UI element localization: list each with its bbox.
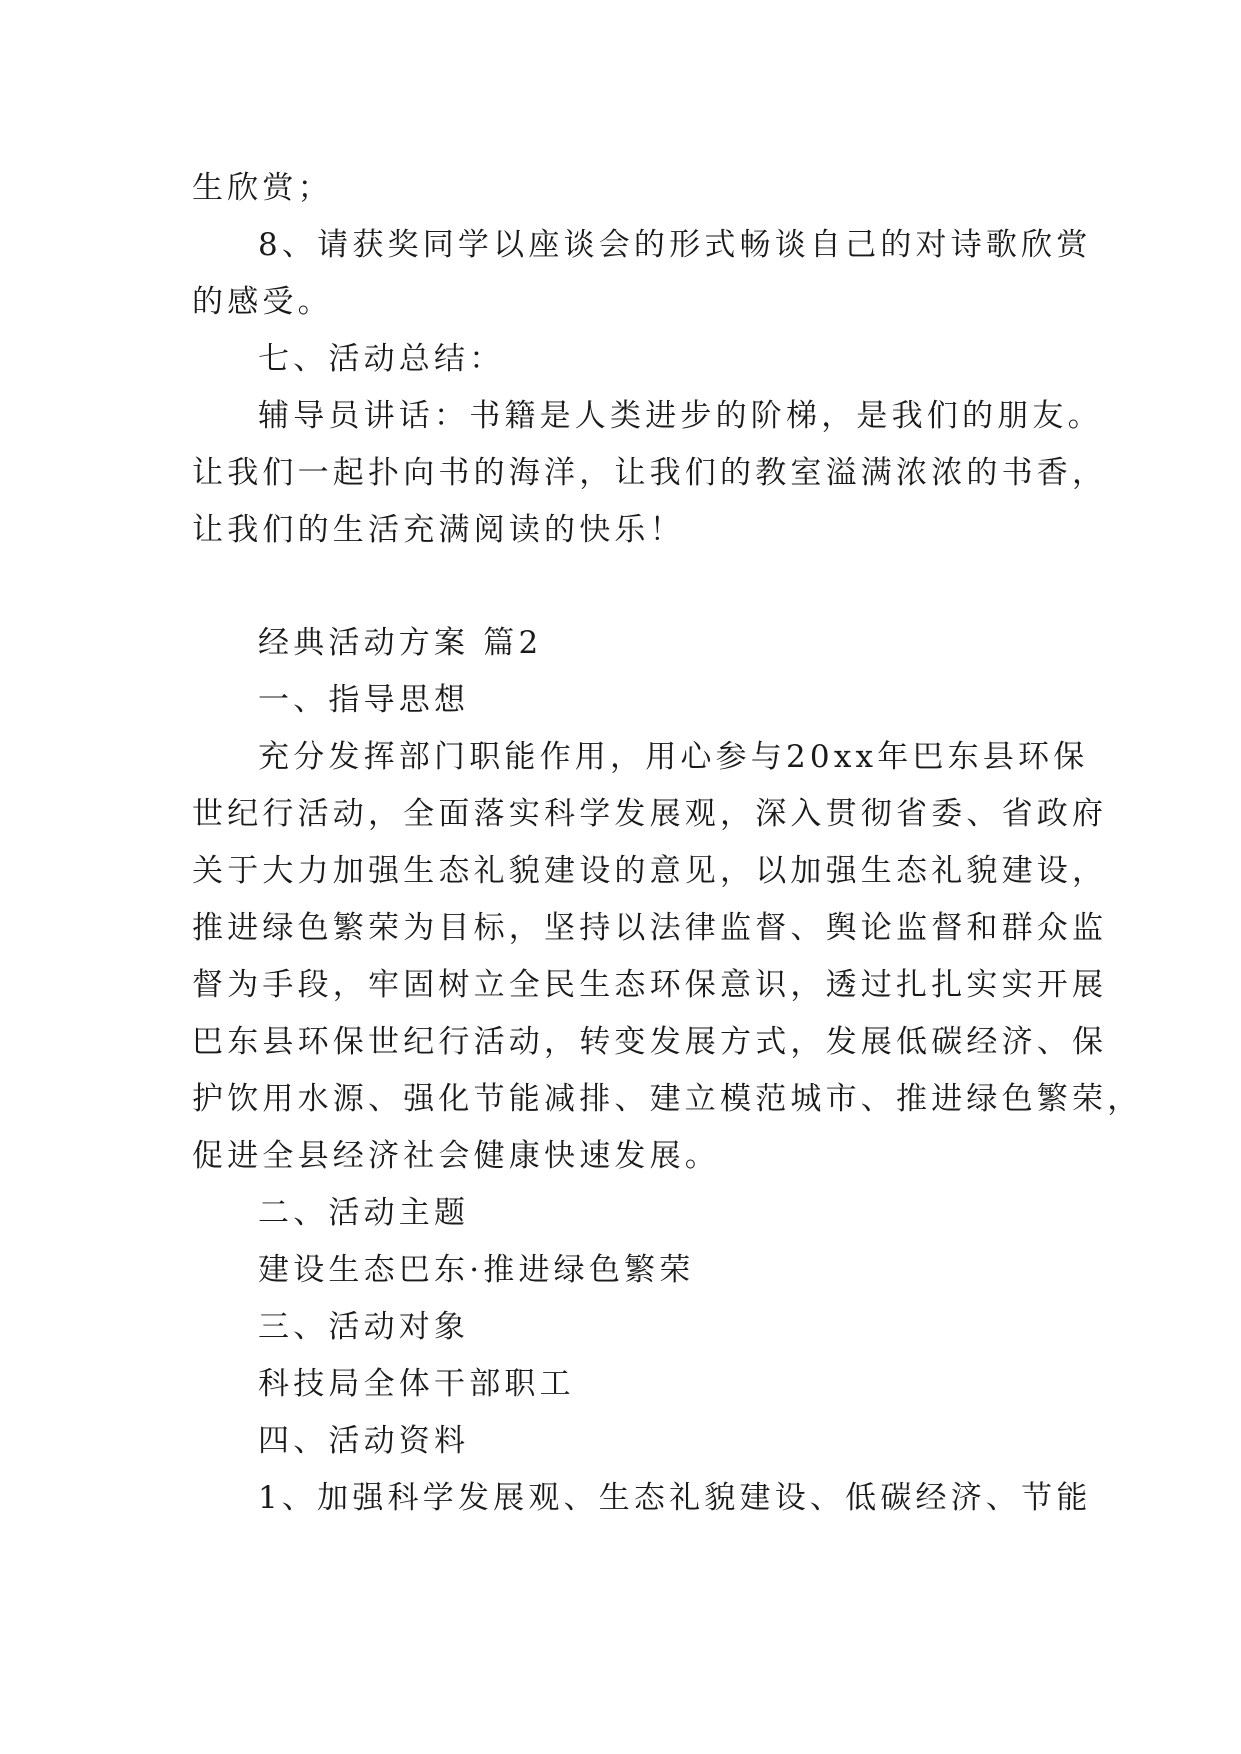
text-line-13: 推进绿色繁荣为目标，坚持以法律监督、舆论监督和群众监 bbox=[192, 910, 1108, 946]
text-line-5: 辅导员讲话：书籍是人类进步的阶梯，是我们的朋友。 bbox=[258, 398, 1103, 434]
text-line-3: 的感受。 bbox=[192, 284, 333, 320]
document-subtitle: 经典活动方案 篇2 bbox=[258, 625, 543, 661]
text-line-23: 1、加强科学发展观、生态礼貌建设、低碳经济、节能 bbox=[258, 1480, 1092, 1516]
text-line-14: 督为手段，牢固树立全民生态环保意识，透过扎扎实实开展 bbox=[192, 967, 1108, 1003]
text-line-16: 护饮用水源、强化节能减排、建立模范城市、推进绿色繁荣， bbox=[192, 1081, 1143, 1117]
section-heading-guiding-thought: 一、指导思想 bbox=[258, 682, 470, 718]
text-line-7: 让我们的生活充满阅读的快乐！ bbox=[192, 512, 685, 548]
text-line-6: 让我们一起扑向书的海洋，让我们的教室溢满浓浓的书香， bbox=[192, 455, 1108, 491]
section-heading-participants: 三、活动对象 bbox=[258, 1309, 470, 1345]
text-line-12: 关于大力加强生态礼貌建设的意见，以加强生态礼貌建设， bbox=[192, 853, 1108, 889]
text-line-2: 8、请获奖同学以座谈会的形式畅谈自己的对诗歌欣赏 bbox=[258, 227, 1092, 263]
text-line-1: 生欣赏； bbox=[192, 170, 333, 206]
section-heading-summary: 七、活动总结： bbox=[258, 341, 505, 377]
section-heading-theme: 二、活动主题 bbox=[258, 1195, 470, 1231]
text-line-19: 建设生态巴东·推进绿色繁荣 bbox=[258, 1252, 695, 1288]
section-heading-materials: 四、活动资料 bbox=[258, 1423, 470, 1459]
text-line-17: 促进全县经济社会健康快速发展。 bbox=[192, 1138, 720, 1174]
text-line-11: 世纪行活动，全面落实科学发展观，深入贯彻省委、省政府 bbox=[192, 796, 1108, 832]
text-line-15: 巴东县环保世纪行活动，转变发展方式，发展低碳经济、保 bbox=[192, 1024, 1108, 1060]
text-line-10: 充分发挥部门职能作用，用心参与20xx年巴东县环保 bbox=[258, 739, 1089, 775]
text-line-21: 科技局全体干部职工 bbox=[258, 1366, 575, 1402]
